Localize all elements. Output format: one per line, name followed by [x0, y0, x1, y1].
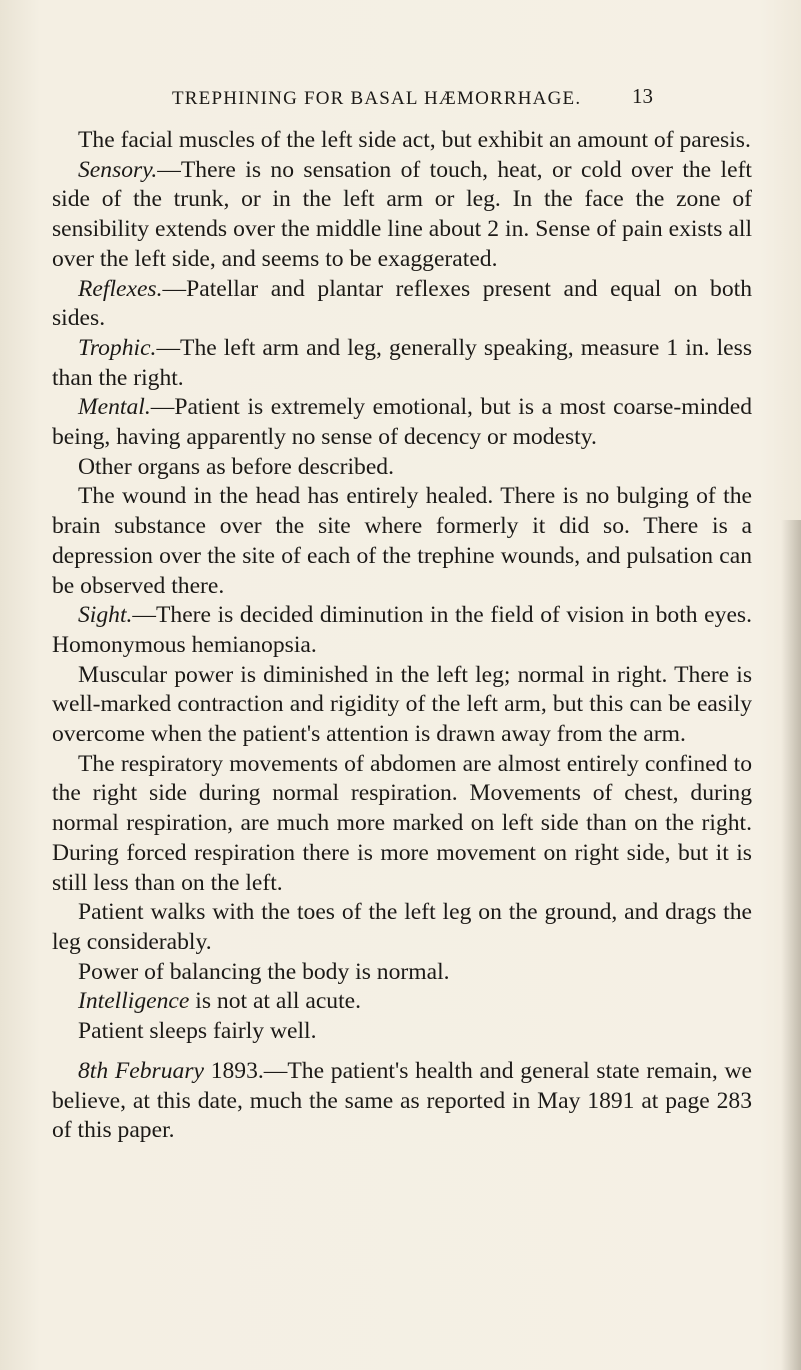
paragraph: Power of balancing the body is normal. — [78, 958, 450, 985]
paragraph-sight: Sight.—There is decided diminution in the field of vision in both eyes. Homonymous hemianopsia. — [52, 602, 752, 658]
paragraph: Patient walks with the toes of the left leg on the ground, and drags the leg considerably. — [52, 899, 752, 955]
page-number: 13 — [632, 84, 653, 108]
paragraph: The wound in the head has entirely healed. There is no bulging of the brain substance over the site where formerly it did so. There is a depression over the site of each of the trephine wounds, and pulsation can be observed there. — [52, 483, 752, 599]
body-text — [52, 126, 752, 1146]
paragraph-lead: Sensory. — [78, 156, 158, 183]
paragraph-sensory: Sensory.—There is no sensation of touch, heat, or cold over the left side of the trunk, or in the left arm or leg. In the face the zone of sensibility extends over the middle line about 2 in. Sense of pain exists all over the left side, and seems to be exaggerated. — [52, 156, 752, 272]
paragraph-reflexes: Reflexes.—Patellar and plantar reflexes present and equal on both sides. — [52, 275, 752, 332]
paragraph-mental: Mental.—Patient is extremely emotional, but is a most coarse-minded being, having apparently no sense of decency or modesty. — [52, 394, 752, 451]
paragraph-lead: Mental. — [78, 394, 151, 421]
paragraph-trophic: Trophic.—The left arm and leg, generally speaking, measure 1 in. less than the right. — [52, 334, 752, 391]
paragraph-lead: Sight. — [78, 602, 133, 629]
paragraph-lead: 8th February — [78, 1057, 204, 1084]
paragraph-lead: Trophic. — [78, 334, 157, 361]
paragraph-date-entry: 8th February 1893.—The patient's health and general state remain, we believe, at this date, much the same as reported in May 1891 at page 283 of this paper. — [52, 1057, 752, 1144]
paragraph: The respiratory movements of abdomen are almost entirely confined to the right side during normal respiration. Movements of chest, during normal respiration, are much more marked on left side than on the right. During forced respiration there is more movement on right side, but it is still less than on the left. — [52, 750, 752, 896]
paragraph-intelligence: Intelligence is not at all acute. — [78, 988, 362, 1015]
paragraph: Muscular power is diminished in the left leg; normal in right. There is well-marked contraction and rigidity of the left arm, but this can be easily overcome when the patient's attention is drawn away from the arm. — [52, 661, 752, 748]
paragraph: Other organs as before described. — [78, 453, 394, 480]
page-edge-shadow — [781, 520, 801, 1370]
paragraph: The facial muscles of the left side act, but exhibit an amount of paresis. — [78, 127, 751, 153]
paragraph: Patient sleeps fairly well. — [78, 1018, 317, 1045]
paragraph-lead: Reflexes. — [78, 275, 163, 302]
paragraph-lead: Intelligence — [78, 988, 190, 1015]
running-header: TREPHINING FOR BASAL HÆMORRHAGE. — [172, 88, 582, 109]
